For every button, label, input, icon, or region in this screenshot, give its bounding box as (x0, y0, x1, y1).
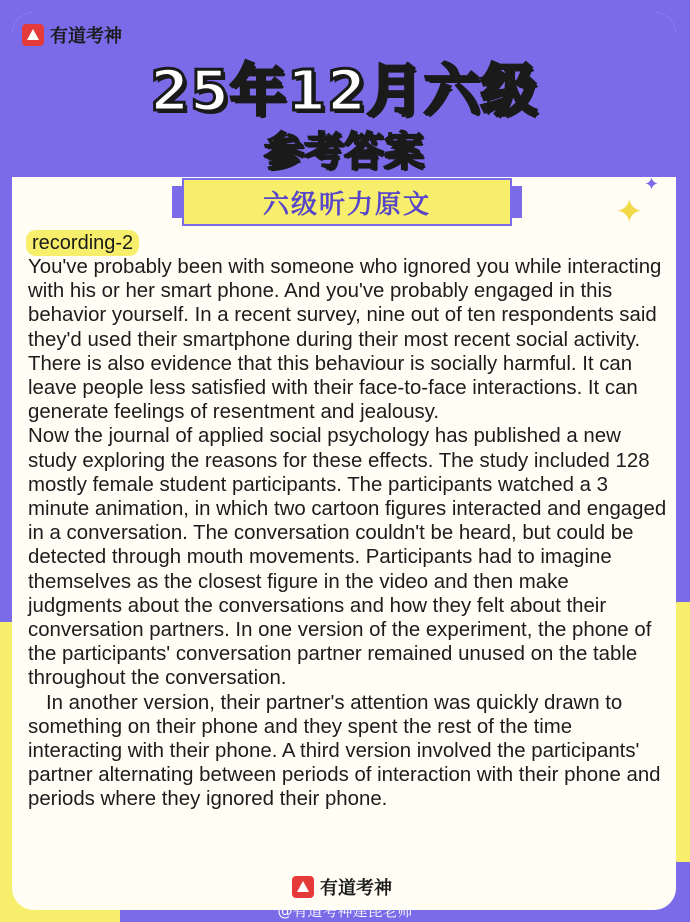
brand-name-bottom: 有道考神 (320, 878, 392, 899)
sparkle-icon: ✦ (615, 192, 644, 232)
brand-logo-icon-bottom (292, 876, 314, 898)
paragraph-3: In another version, their partner's attention was quickly drawn to something on their phone and they spent the rest of the time interacting with their phone. A third version involved the participants' partner alternating between periods of interaction with their phone and periods where they ignored their phone. (28, 691, 661, 811)
paragraph-1: You've probably been with someone who ignored you while interacting with his or her smart phone. And you've probably engaged in this behavior yourself. In a recent survey, nine out of ten respondents said they'd used their smartphone during their most recent social activity. There is also evidence that this behaviour is socially harmful. It can leave people less satisfied with their face-to-face interactions. It can generate feelings of resentment and jealousy. (28, 256, 662, 424)
recording-label: recording-2 (26, 230, 139, 256)
transcript-text (28, 255, 668, 812)
section-header (182, 178, 512, 226)
section-title: 六级听力原文 (262, 189, 431, 220)
brand-logo-top (22, 22, 122, 48)
page-title: 25年12月六级 (150, 59, 538, 124)
sparkle-small-icon: ✦ (644, 174, 660, 195)
brand-logo-bottom (292, 874, 392, 900)
page-subtitle: 参考答案 (264, 129, 424, 175)
paragraph-2: Now the journal of applied social psychology has published a new study exploring the reasons for these effects. The study included 128 mostly female student participants. The participants watched a 3 minute animation, in which two cartoon figures interacted and engaged in a conversation. The conversation couldn't be heard, but could be detected through mouth movements. Participants had to imagine themselves as the closest figure in the video and then make judgments about the conversations and how they felt about their conversation partners. In one version of the experiment, the phone of the participants' conversation partner remained unused on the table throughout the conversation. (28, 425, 667, 690)
brand-logo-icon (22, 24, 44, 46)
content-card (12, 12, 676, 910)
brand-name: 有道考神 (50, 26, 122, 47)
source-watermark: @有道考神建昆老师 (277, 902, 413, 920)
